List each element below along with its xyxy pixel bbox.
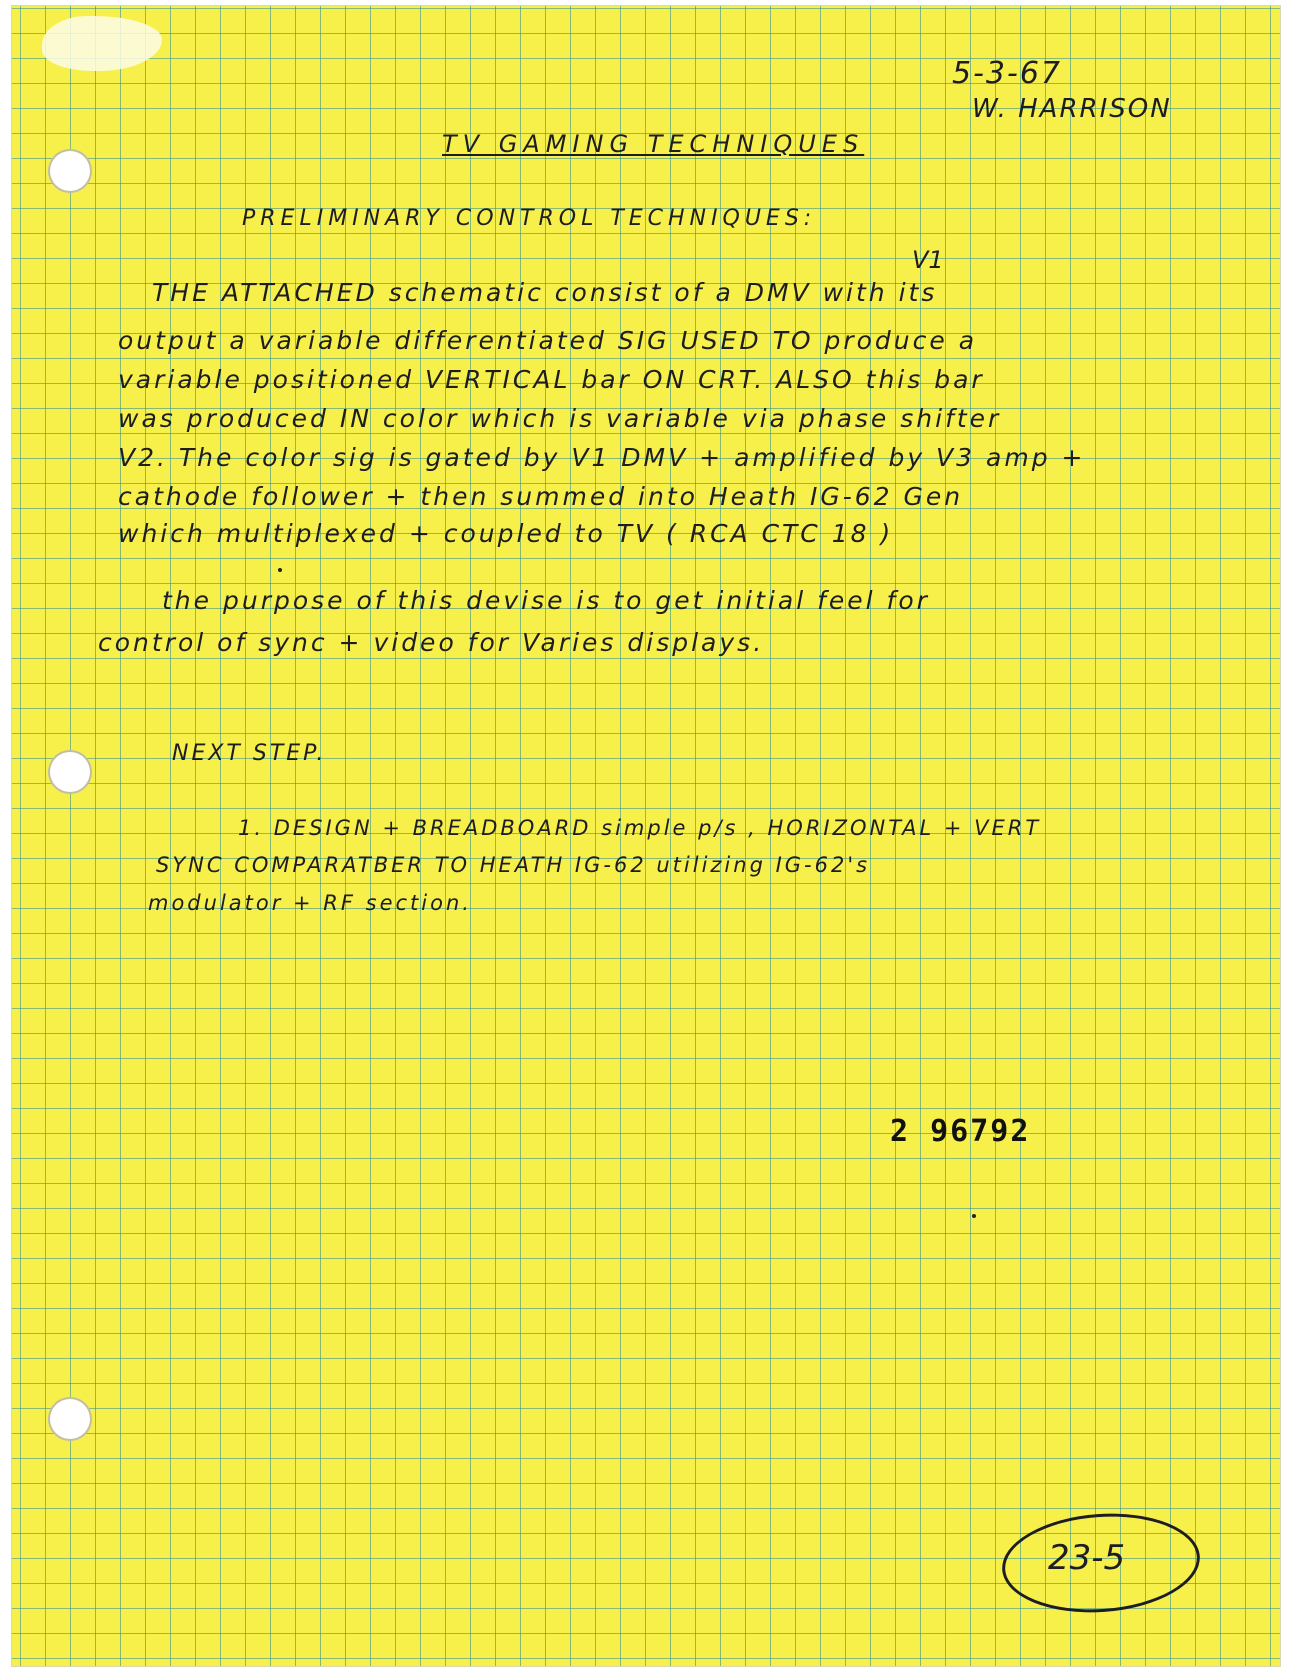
paragraph1-line: variable positioned VERTICAL bar ON CRT. ALSO this bar <box>118 365 985 394</box>
binder-hole-middle <box>48 750 92 794</box>
notebook-page <box>12 6 1280 1666</box>
paragraph1-line: THE ATTACHED schematic consist of a DMV with its <box>152 278 938 307</box>
paragraph1-line: was produced IN color which is variable via phase shifter <box>118 404 1002 433</box>
paragraph2-line: control of sync + video for Varies displays. <box>98 628 765 657</box>
author: W. HARRISON <box>972 94 1172 124</box>
ink-dot <box>972 1214 976 1218</box>
section-heading: PRELIMINARY CONTROL TECHNIQUES: <box>242 206 817 231</box>
stamped-number: 2 96792 <box>890 1114 1031 1149</box>
paragraph1-line: cathode follower + then summed into Heath IG-62 Gen <box>118 482 964 511</box>
page-title: TV GAMING TECHNIQUES <box>442 130 865 158</box>
binder-hole-top <box>48 149 92 193</box>
paragraph2-line: the purpose of this devise is to get initial feel for <box>162 586 930 615</box>
next-step-line: 1. DESIGN + BREADBOARD simple p/s , HORIZONTAL + VERT <box>238 816 1042 840</box>
next-step-heading: NEXT STEP. <box>172 741 327 766</box>
paragraph1-line: which multiplexed + coupled to TV ( RCA CTC 18 ) <box>118 519 894 548</box>
circled-number: 23-5 <box>1048 1538 1126 1578</box>
binder-hole-bottom <box>48 1397 92 1441</box>
next-step-line: modulator + RF section. <box>148 891 472 915</box>
date: 5-3-67 <box>952 56 1062 91</box>
ink-dot <box>278 568 282 572</box>
paragraph1-line: output a variable differentiated SIG USED TO produce a <box>118 326 978 355</box>
next-step-line: SYNC COMPARATBER TO HEATH IG-62 utilizing IG-62's <box>156 853 871 877</box>
superscript-v1: V1 <box>912 246 944 274</box>
paragraph1-line: V2. The color sig is gated by V1 DMV + amplified by V3 amp + <box>118 443 1086 472</box>
torn-corner <box>42 16 162 71</box>
